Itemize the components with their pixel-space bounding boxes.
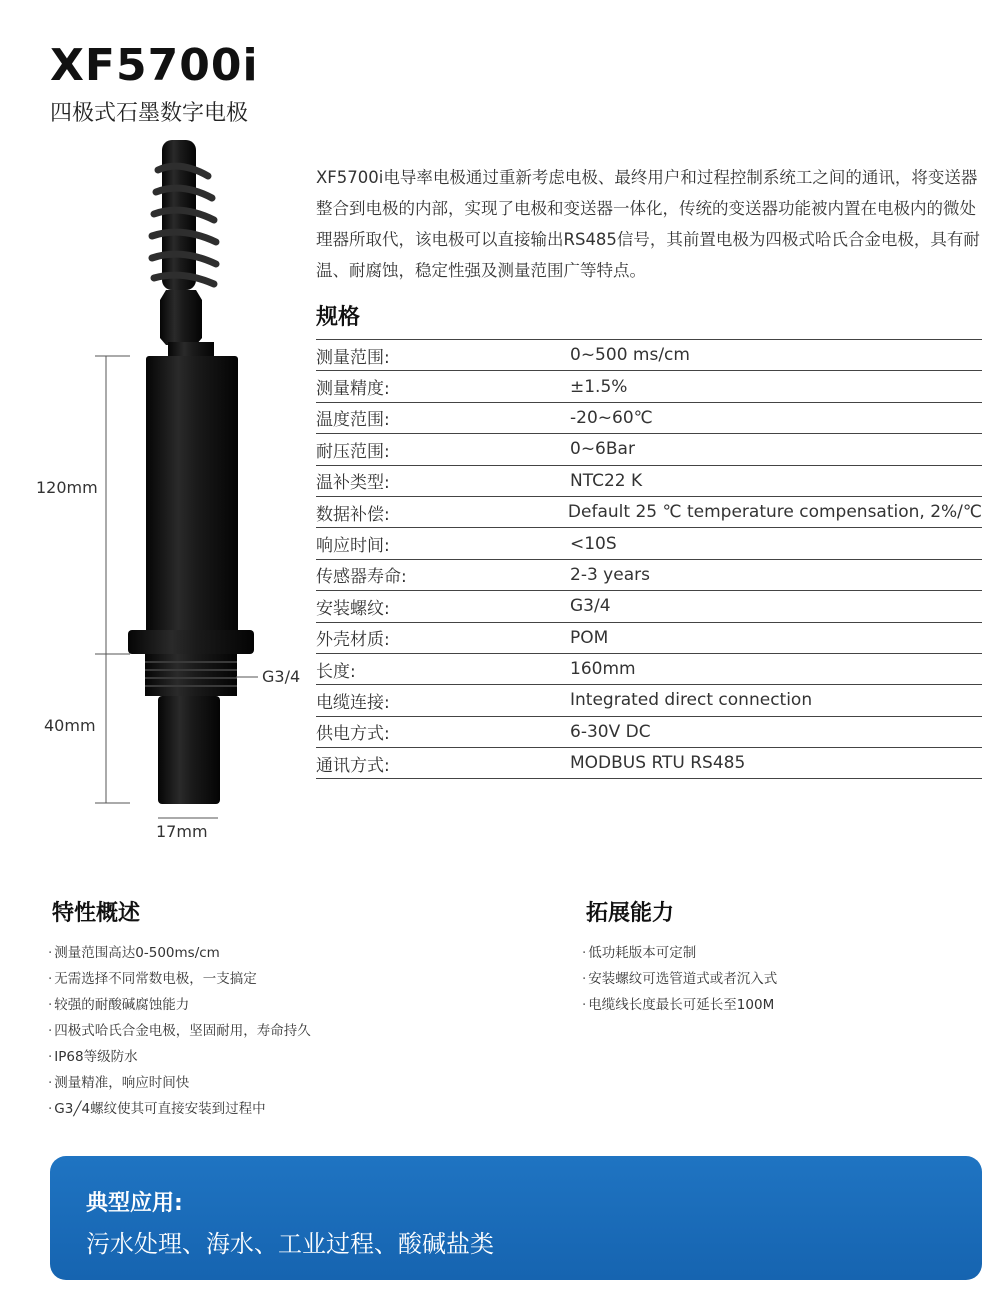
spec-row xyxy=(316,465,982,496)
spec-row xyxy=(316,559,982,590)
spec-label: 温补类型: xyxy=(316,473,390,494)
spec-value: 0~6Bar xyxy=(570,439,635,460)
features-heading: 特性概述 xyxy=(52,901,141,926)
spec-label: 数据补偿: xyxy=(316,504,390,525)
list-item: · 无需选择不同常数电极，一支搞定 xyxy=(48,966,311,992)
list-item: · 测量范围高达0-500ms/cm xyxy=(48,940,311,966)
spec-value: NTC22 K xyxy=(570,470,643,491)
extensions-list xyxy=(582,940,777,1018)
spec-row xyxy=(316,622,982,653)
spec-value: -20~60℃ xyxy=(570,407,653,428)
product-title: XF5700i xyxy=(50,40,259,91)
dimension-thread: G3/4 xyxy=(262,667,301,686)
list-item: · 电缆线长度最长可延长至100M xyxy=(582,992,777,1018)
spec-row xyxy=(316,339,982,370)
spec-label: 测量范围: xyxy=(316,347,390,368)
application-text: 污水处理、海水、工业过程、酸碱盐类 xyxy=(86,1230,494,1258)
list-item: · 安装螺纹可选管道式或者沉入式 xyxy=(582,966,777,992)
dimension-diameter: 17mm xyxy=(156,822,208,841)
spec-value: 6-30V DC xyxy=(570,721,651,742)
probe-illustration xyxy=(90,130,330,860)
dimension-tip-length: 40mm xyxy=(44,716,96,735)
spec-row xyxy=(316,527,982,558)
spec-value: MODBUS RTU RS485 xyxy=(570,753,746,774)
features-list xyxy=(48,940,311,1122)
list-item: · G3╱4螺纹使其可直接安装到过程中 xyxy=(48,1096,311,1122)
product-subtitle: 四极式石墨数字电极 xyxy=(50,101,249,126)
spec-label: 供电方式: xyxy=(316,724,390,745)
spec-row xyxy=(316,370,982,401)
spec-row xyxy=(316,433,982,464)
spec-label: 耐压范围: xyxy=(316,441,390,462)
spec-label: 传感器寿命: xyxy=(316,567,407,588)
list-item: · IP68等级防水 xyxy=(48,1044,311,1070)
spec-label: 外壳材质: xyxy=(316,630,390,651)
spec-value: 2-3 years xyxy=(570,564,650,585)
spec-label: 长度: xyxy=(316,661,356,682)
spec-table xyxy=(316,339,982,779)
spec-value: <10S xyxy=(570,533,617,554)
spec-row xyxy=(316,653,982,684)
list-item: · 较强的耐酸碱腐蚀能力 xyxy=(48,992,311,1018)
spec-row xyxy=(316,402,982,433)
spec-value: 160mm xyxy=(570,659,636,680)
spec-value: G3/4 xyxy=(570,596,611,617)
spec-row xyxy=(316,747,982,779)
application-banner xyxy=(50,1156,982,1280)
list-item: · 测量精准，响应时间快 xyxy=(48,1070,311,1096)
spec-label: 电缆连接: xyxy=(316,692,390,713)
intro-paragraph: XF5700i电导率电极通过重新考虑电极、最终用户和过程控制系统工之间的通讯，将变送器整合到电极的内部，实现了电极和变送器一体化，传统的变送器功能被内置在电极内的微处理器所取代，该电极可以直接输出RS485信号，其前置电极为四极式哈氏合金电极，具有耐温、耐腐蚀，稳定性强及测量范围广等特点。 xyxy=(316,168,980,280)
spec-row xyxy=(316,496,982,527)
spec-row xyxy=(316,716,982,747)
spec-label: 温度范围: xyxy=(316,410,390,431)
spec-value: 0~500 ms/cm xyxy=(570,345,690,366)
spec-value: Default 25 ℃ temperature compensation, 2%/℃ xyxy=(567,502,982,523)
spec-value: POM xyxy=(570,627,609,648)
spec-label: 通讯方式: xyxy=(316,755,390,776)
extensions-heading: 拓展能力 xyxy=(586,901,675,926)
list-item: · 四极式哈氏合金电极，坚固耐用，寿命持久 xyxy=(48,1018,311,1044)
spec-label: 响应时间: xyxy=(316,536,390,557)
list-item: · 低功耗版本可定制 xyxy=(582,940,777,966)
spec-value: ±1.5% xyxy=(570,376,628,397)
application-title: 典型应用: xyxy=(86,1191,183,1216)
spec-label: 安装螺纹: xyxy=(316,598,390,619)
spec-row xyxy=(316,590,982,621)
spec-row xyxy=(316,684,982,715)
spec-heading: 规格 xyxy=(316,305,361,330)
spec-label: 测量精度: xyxy=(316,379,390,400)
dimension-body-length: 120mm xyxy=(36,478,98,497)
spec-value: Integrated direct connection xyxy=(570,690,813,711)
